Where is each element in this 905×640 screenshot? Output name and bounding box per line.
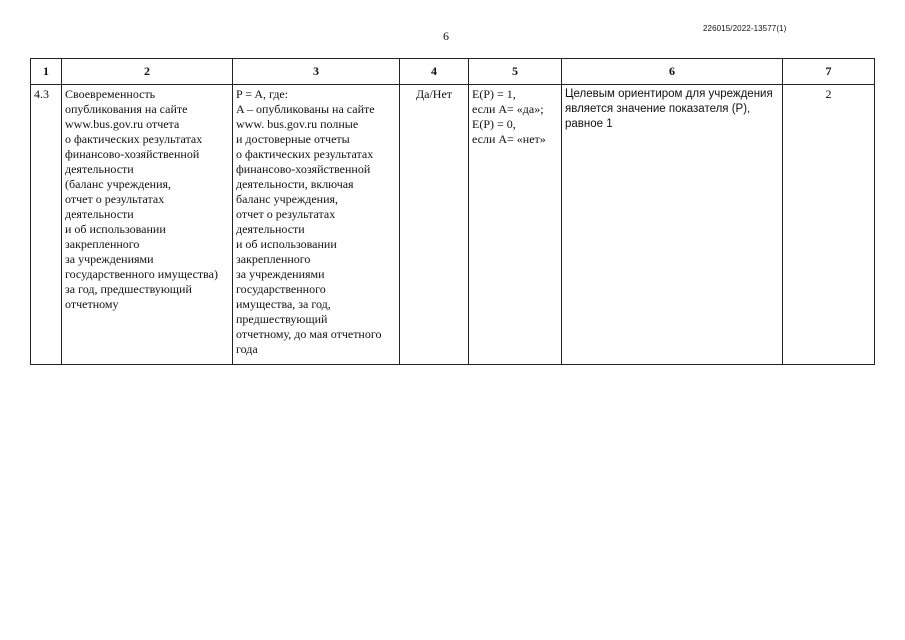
text-line: A – опубликованы на сайте [236, 102, 375, 116]
text-line: отчет о результатах [236, 207, 336, 221]
indicator-table [30, 58, 875, 365]
document-id: 226015/2022-13577(1) [703, 24, 787, 33]
target-cell [562, 85, 783, 365]
column-header-3: 3 [233, 59, 400, 85]
row-number-cell: 4.3 [31, 85, 62, 365]
text-line: равное 1 [565, 118, 613, 130]
text-line: имущества, за год, [236, 297, 331, 311]
text-line: баланс учреждения, [236, 192, 339, 206]
text-line: о фактических результатах [236, 147, 374, 161]
text-line: деятельности [236, 222, 305, 236]
formula-text [233, 85, 399, 357]
text-line: за год, предшествующий [65, 282, 192, 296]
text-line: государственного имущества) [65, 267, 219, 281]
text-line: за учреждениями [236, 267, 325, 281]
table-row [31, 85, 875, 365]
text-line: и об использовании [236, 237, 337, 251]
column-header-6: 6 [562, 59, 783, 85]
indicator-name-text [62, 85, 232, 312]
text-line: закрепленного [65, 237, 140, 251]
target-text [562, 85, 782, 132]
column-header-4: 4 [400, 59, 469, 85]
text-line: E(P) = 0, [472, 117, 516, 131]
table-header-row [31, 59, 875, 85]
text-line: Своевременность [65, 87, 156, 101]
text-line: предшествующий [236, 312, 328, 326]
evaluation-cell [469, 85, 562, 365]
text-line: закрепленного [236, 252, 311, 266]
text-line: о фактических результатах [65, 132, 203, 146]
indicator-name-cell [62, 85, 233, 365]
text-line: деятельности [65, 162, 134, 176]
text-line: www. bus.gov.ru полные [236, 117, 359, 131]
column-header-2: 2 [62, 59, 233, 85]
unit-cell: Да/Нет [400, 85, 469, 365]
weight-cell: 2 [783, 85, 875, 365]
text-line: E(P) = 1, [472, 87, 516, 101]
text-line: отчетному, до мая отчетного [236, 327, 382, 341]
text-line: деятельности [65, 207, 134, 221]
text-line: года [236, 342, 258, 356]
text-line: P = A, где: [236, 87, 289, 101]
text-line: если A= «да»; [472, 102, 544, 116]
page-number: 6 [443, 29, 449, 43]
text-line: www.bus.gov.ru отчета [65, 117, 180, 131]
text-line: и об использовании [65, 222, 166, 236]
text-line: Целевым ориентиром для учреждения [565, 88, 773, 100]
text-line: (баланс учреждения, [65, 177, 172, 191]
text-line: и достоверные отчеты [236, 132, 350, 146]
text-line: деятельности, включая [236, 177, 354, 191]
text-line: если A= «нет» [472, 132, 546, 146]
column-header-5: 5 [469, 59, 562, 85]
text-line: является значение показателя (P), [565, 103, 751, 115]
text-line: отчетному [65, 297, 119, 311]
formula-cell [233, 85, 400, 365]
evaluation-text [469, 85, 561, 147]
text-line: государственного [236, 282, 326, 296]
text-line: финансово-хозяйственной [65, 147, 200, 161]
column-header-1: 1 [31, 59, 62, 85]
text-line: финансово-хозяйственной [236, 162, 371, 176]
text-line: отчет о результатах [65, 192, 165, 206]
text-line: за учреждениями [65, 252, 154, 266]
text-line: опубликования на сайте [65, 102, 188, 116]
column-header-7: 7 [783, 59, 875, 85]
